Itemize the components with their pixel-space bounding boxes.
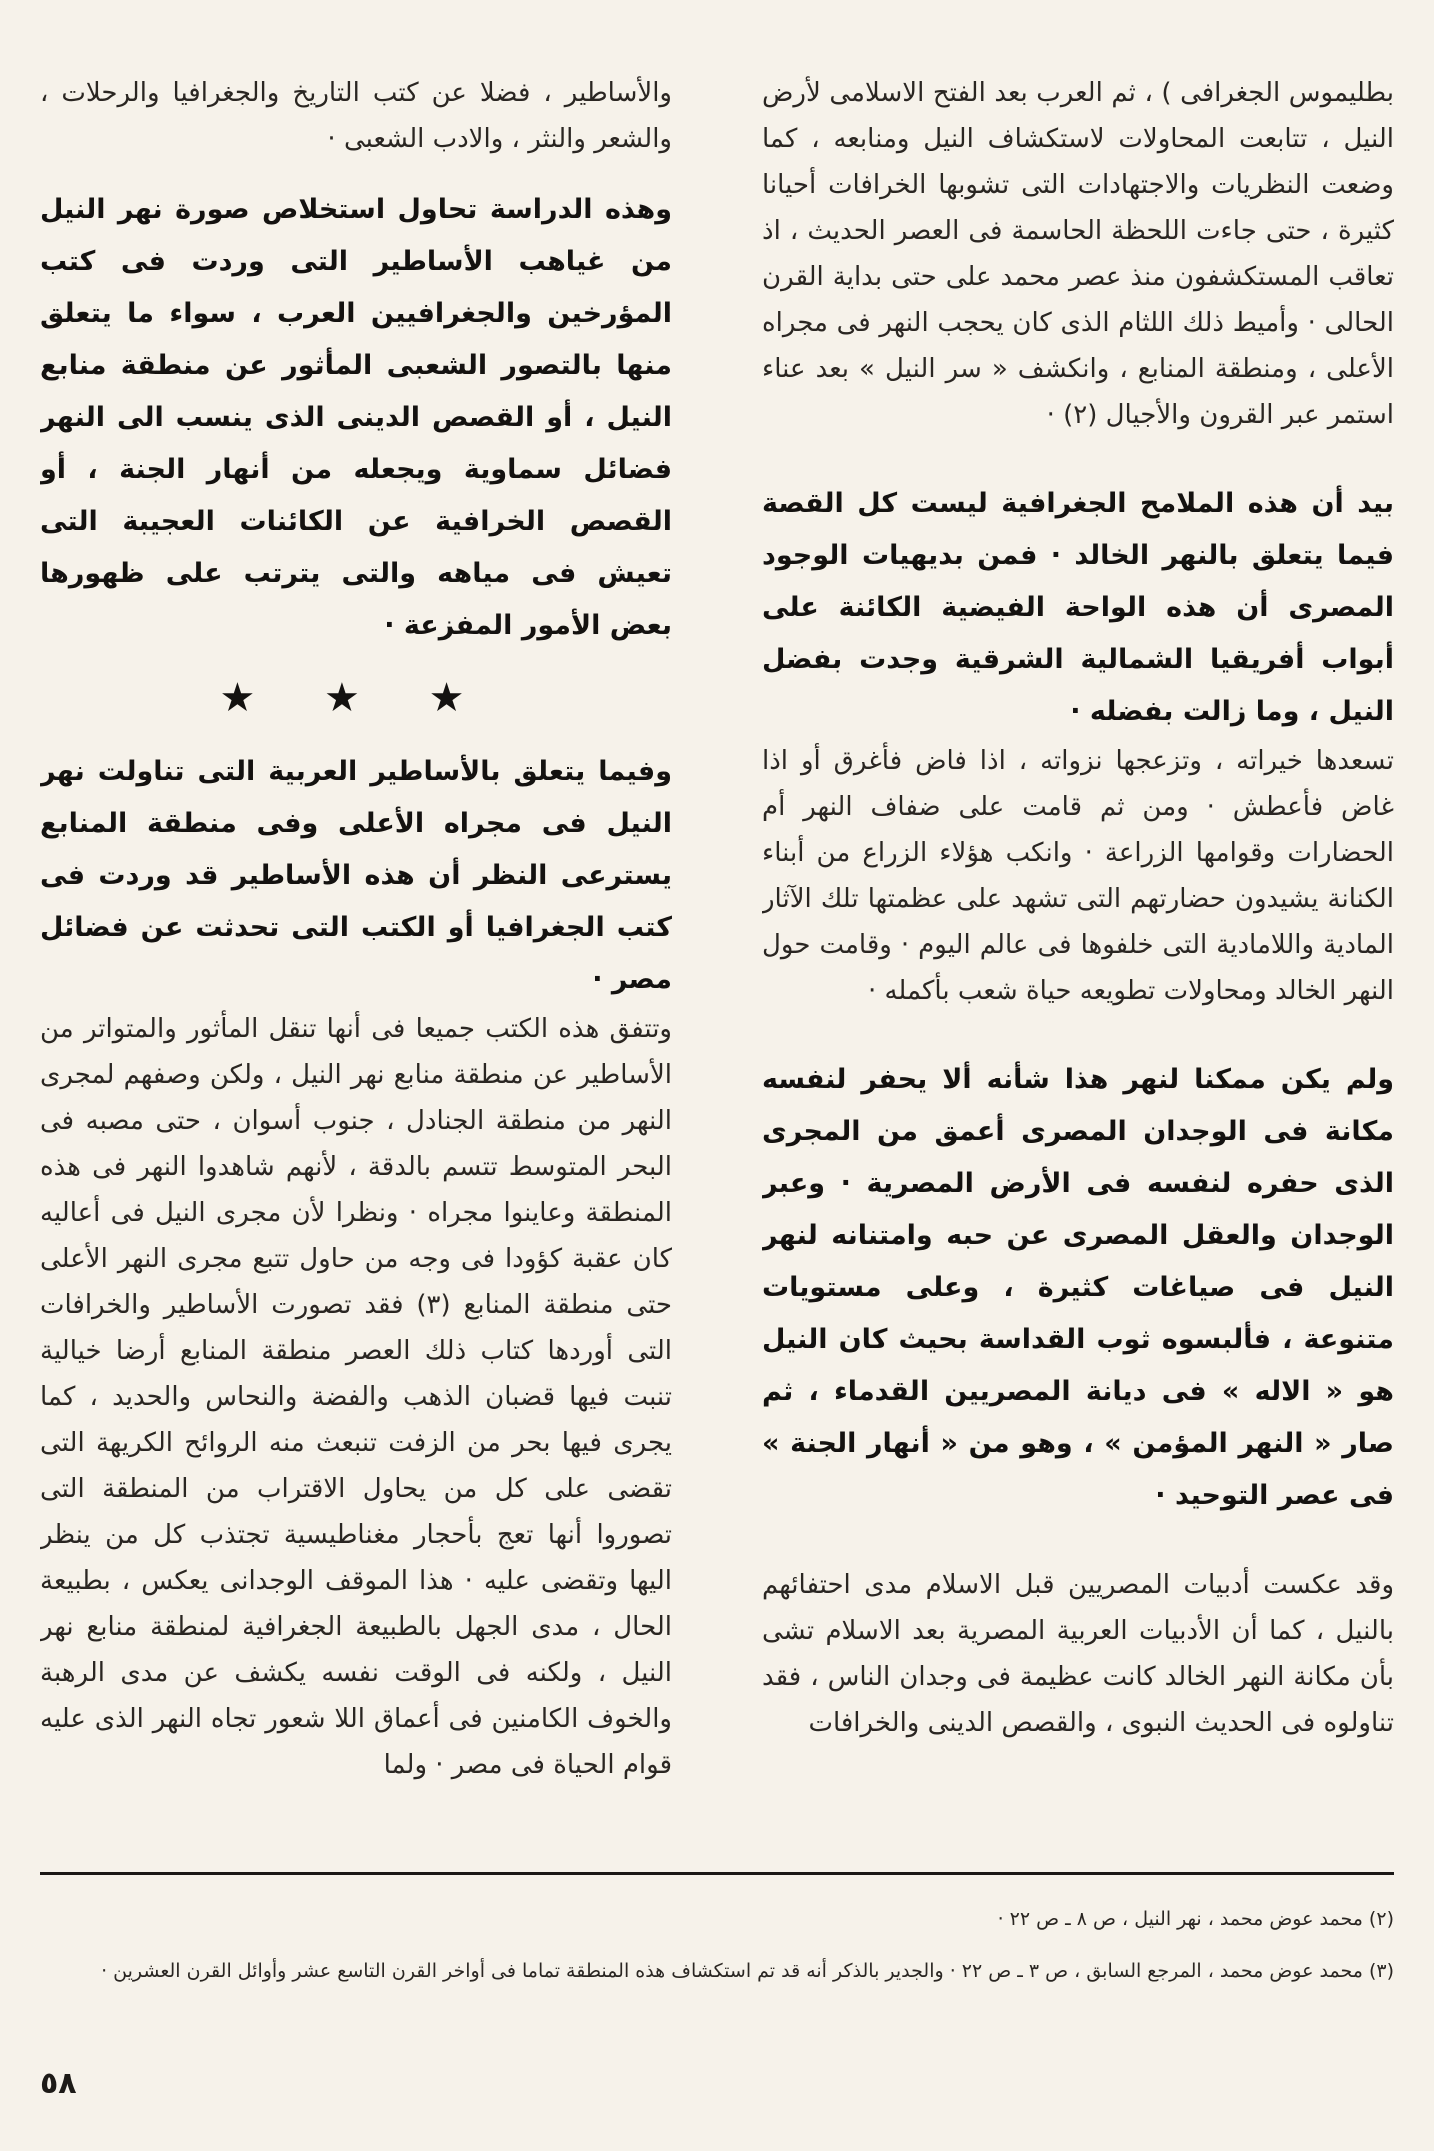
paragraph: تسعدها خيراته ، وتزعجها نزواته ، اذا فاض فأغرق أو اذا غاض فأعطش · ومن ثم قامت على ضفاف النهر أم الحضارات وقوامها الزراعة · وانكب هؤلاء الزراع من أبناء الكنانة يشيدون حضارتهم التى تشهد على عظمتها تلك الآثار المادية واللامادية التى خلفوها فى عالم اليوم · وقامت حول النهر الخالد ومحاولات تطويعه حياة شعب بأكمله · — [762, 746, 1394, 1006]
paragraph-emphasis: وفيما يتعلق بالأساطير العربية التى تناولت نهر النيل فى مجراه الأعلى وفى منطقة المنابع يسترعى النظر أن هذه الأساطير قد وردت فى كتب الجغرافيا أو الكتب التى تحدثت عن فضائل مصر · — [40, 756, 672, 995]
footnote-separator — [40, 1872, 1394, 1875]
paragraph: والأساطير ، فضلا عن كتب التاريخ والجغرافيا والرحلات ، والشعر والنثر ، والادب الشعبى · — [40, 78, 672, 154]
section-divider-stars: ★ ★ ★ — [219, 675, 493, 721]
paragraph-emphasis: وهذه الدراسة تحاول استخلاص صورة نهر النيل من غياهب الأساطير التى وردت فى كتب المؤرخين والجغرافيين العرب ، سواء ما يتعلق منها بالتصور الشعبى المأثور عن منطقة منابع النيل ، أو القصص الدينى الذى ينسب الى النهر فضائل سماوية ويجعله من أنهار الجنة ، أو القصص الخرافية عن الكائنات العجيبة التى تعيش فى مياهه والتى يترتب على ظهورها بعض الأمور المفزعة · — [40, 194, 672, 641]
page-number: ٥٨ — [40, 2066, 77, 2101]
footnote: (٢) محمد عوض محمد ، نهر النيل ، ص ٨ ـ ص ٢٢ · — [997, 1908, 1394, 1930]
paragraph: بطليموس الجغرافى ) ، ثم العرب بعد الفتح الاسلامى لأرض النيل ، تتابعت المحاولات لاستكشاف النيل ومنابعه ، كما وضعت النظريات والاجتهادات التى تشوبها الخرافات أحيانا كثيرة ، حتى جاءت اللحظة الحاسمة فى العصر الحديث ، اذ تعاقب المستكشفون منذ عصر محمد على حتى بداية القرن الحالى · وأميط ذلك اللثام الذى كان يحجب النهر فى مجراه الأعلى ، ومنطقة المنابع ، وانكشف « سر النيل » بعد عناء استمر عبر القرون والأجيال (٢) · — [762, 78, 1394, 430]
paragraph: وقد عكست أدبيات المصريين قبل الاسلام مدى احتفائهم بالنيل ، كما أن الأدبيات العربية المصرية بعد الاسلام تشى بأن مكانة النهر الخالد كانت عظيمة فى وجدان الناس ، فقد تناولوه فى الحديث النبوى ، والقصص الدينى والخرافات — [762, 1570, 1394, 1738]
paragraph-emphasis: بيد أن هذه الملامح الجغرافية ليست كل القصة فيما يتعلق بالنهر الخالد · فمن بديهيات الوجود المصرى أن هذه الواحة الفيضية الكائنة على أبواب أفريقيا الشمالية الشرقية وجدت بفضل النيل ، وما زالت بفضله · — [762, 488, 1394, 727]
text-columns — [40, 70, 1394, 1850]
paragraph: وتتفق هذه الكتب جميعا فى أنها تنقل المأثور والمتواتر من الأساطير عن منطقة منابع نهر النيل ، ولكن وصفهم لمجرى النهر من منطقة الجنادل ، جنوب أسوان ، حتى مصبه فى البحر المتوسط تتسم بالدقة ، لأنهم شاهدوا النهر فى هذه المنطقة وعاينوا مجراه · ونظرا لأن مجرى النيل فى أعاليه كان عقبة كؤودا فى وجه من حاول تتبع مجرى النهر الأعلى حتى منطقة المنابع (٣) فقد تصورت الأساطير والخرافات التى أوردها كتاب ذلك العصر منطقة المنابع أرضا خيالية تنبت فيها قضبان الذهب والفضة والنحاس والحديد ، كما يجرى فيها بحر من الزفت تنبعث منه الروائح الكريهة التى تقضى على كل من يحاول الاقتراب من المنطقة التى تصوروا أنها تعج بأحجار مغناطيسية تجتذب كل من ينظر اليها وتقضى عليه · هذا الموقف الوجدانى يعكس ، بطبيعة الحال ، مدى الجهل بالطبيعة الجغرافية لمنطقة منابع نهر النيل ، ولكنه فى الوقت نفسه يكشف عن مدى الرهبة والخوف الكامنين فى أعماق اللا شعور تجاه النهر الذى عليه قوام الحياة فى مصر · ولما — [40, 1014, 672, 1780]
footnotes — [40, 1900, 1394, 1990]
right-column — [762, 70, 1394, 1850]
left-column — [40, 70, 672, 1850]
footnote: (٣) محمد عوض محمد ، المرجع السابق ، ص ٣ ـ ص ٢٢ · والجدير بالذكر أنه قد تم استكشاف هذه المنطقة تماما فى أواخر القرن التاسع عشر وأوائل القرن العشرين · — [101, 1960, 1394, 1982]
paragraph-emphasis: ولم يكن ممكنا لنهر هذا شأنه ألا يحفر لنفسه مكانة فى الوجدان المصرى أعمق من المجرى الذى حفره لنفسه فى الأرض المصرية · وعبر الوجدان والعقل المصرى عن حبه وامتنانه لنهر النيل فى صياغات كثيرة ، وعلى مستويات متنوعة ، فألبسوه ثوب القداسة بحيث كان النيل هو « الاله » فى ديانة المصريين القدماء ، ثم صار « النهر المؤمن » ، وهو من « أنهار الجنة » فى عصر التوحيد · — [762, 1064, 1394, 1511]
